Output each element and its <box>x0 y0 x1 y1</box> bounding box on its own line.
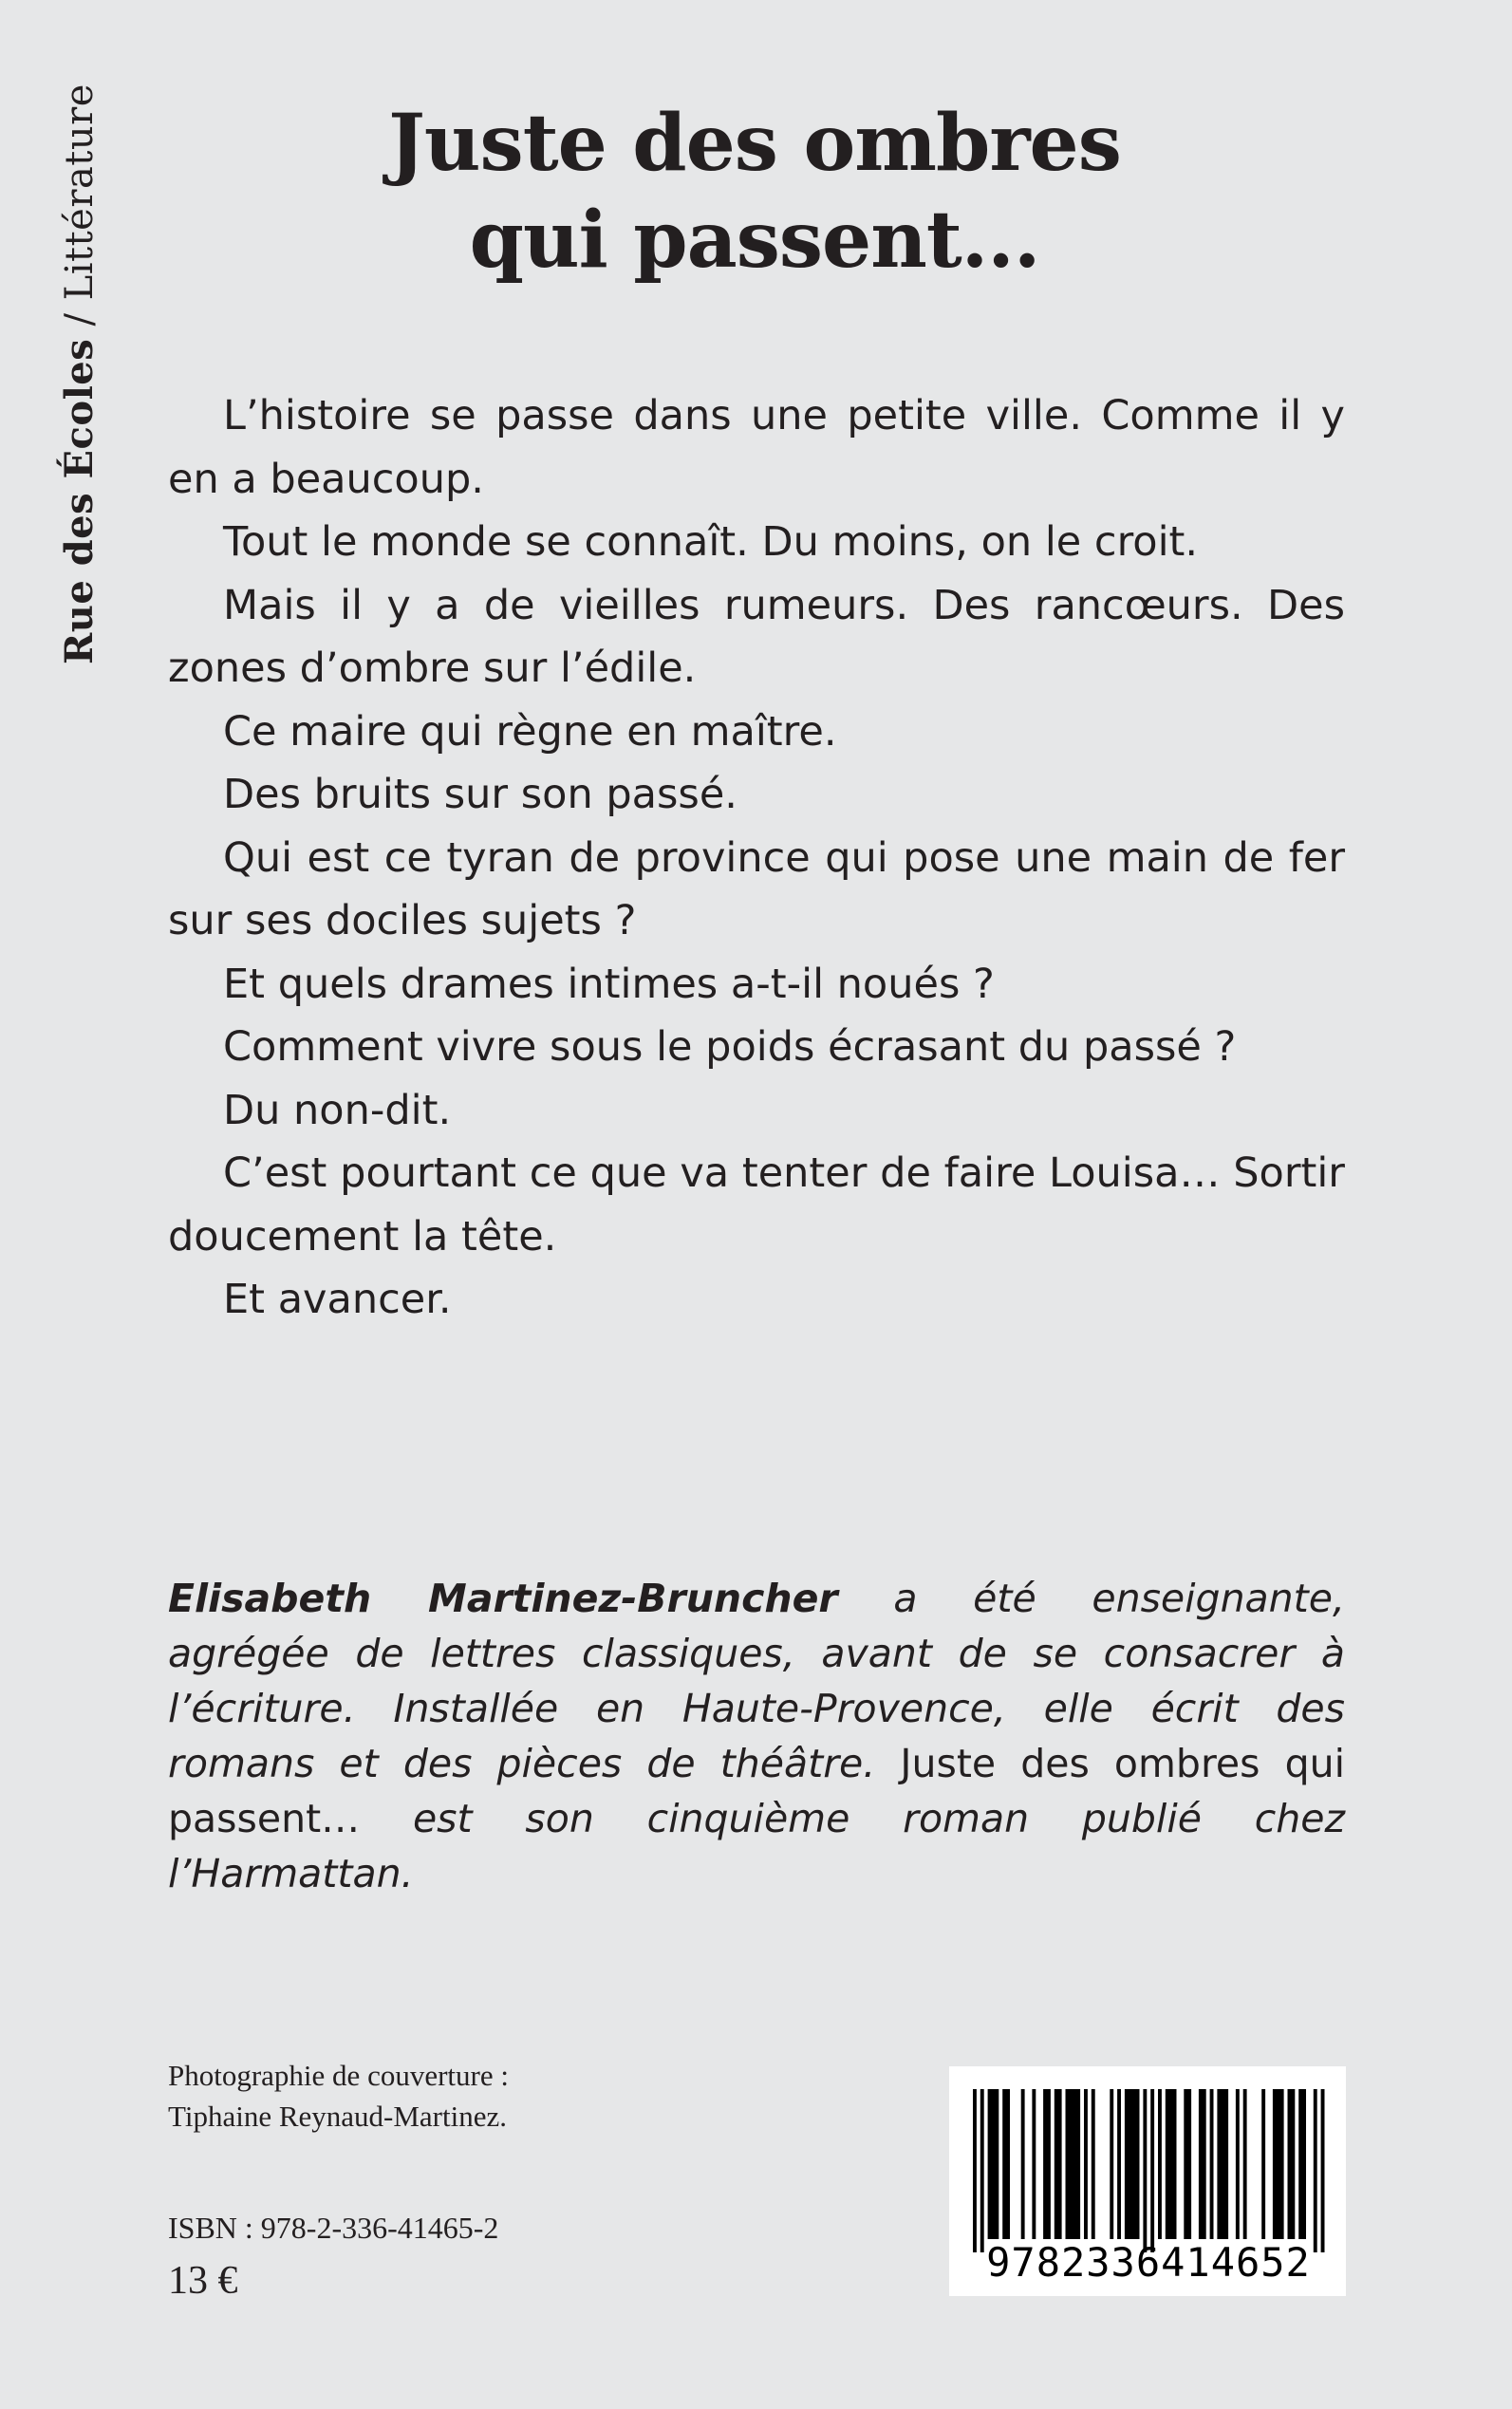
synopsis-paragraph: Comment vivre sous le poids écrasant du passé ? <box>223 1023 1237 1071</box>
barcode-bar <box>1210 2089 1214 2239</box>
barcode-bar <box>1158 2089 1162 2239</box>
synopsis-paragraph: Du non-dit. <box>223 1086 452 1134</box>
barcode-bar <box>1273 2089 1284 2239</box>
barcode-bar <box>1217 2089 1228 2239</box>
barcode-guard-bar <box>980 2089 984 2252</box>
barcode-bar <box>1032 2089 1036 2239</box>
barcode-bar <box>1110 2089 1113 2239</box>
author-name: Elisabeth Martinez-Bruncher <box>168 1576 838 1621</box>
barcode-guard-bar <box>973 2089 977 2252</box>
photo-credit-label: Photographie de couverture : <box>168 2059 509 2092</box>
barcode-guard-bar <box>1321 2089 1325 2252</box>
synopsis-paragraph: Et avancer. <box>223 1276 452 1323</box>
barcode-bar <box>1298 2089 1306 2239</box>
barcode-bar <box>1043 2089 1051 2239</box>
photo-credit-name: Tiphaine Reynaud-Martinez. <box>168 2100 507 2133</box>
barcode-bar <box>1199 2089 1206 2239</box>
barcode-bar <box>1166 2089 1177 2239</box>
synopsis-paragraph: Mais il y a de vieilles rumeurs. Des rancœurs. Des zones d’ombre sur l’édile. <box>168 581 1345 692</box>
title-line-1: Juste des ombres <box>388 98 1121 189</box>
barcode-bar <box>1055 2089 1062 2239</box>
bio-text-2: est son cinquième roman publié chez l’Harmattan. <box>168 1796 1345 1896</box>
barcode-bar <box>1243 2089 1247 2239</box>
bio-book-title: Juste des ombres qui passent… <box>168 1741 1345 1841</box>
barcode-bar <box>1002 2089 1010 2239</box>
barcode-bar <box>1021 2089 1025 2239</box>
synopsis-paragraph: Qui est ce tyran de province qui pose une main de fer sur ses dociles sujets ? <box>168 833 1345 944</box>
spine-separator: / <box>58 300 102 339</box>
title-line-2: qui passent... <box>469 195 1040 286</box>
barcode-bar <box>1092 2089 1095 2239</box>
bio-text-1: a été enseignante, agrégée de lettres classiques, avant de se consacrer à l’écriture. Installée en Haute-Provence, elle écrit des romans et des pièces de théâtre. <box>168 1576 1345 1786</box>
synopsis-paragraph: C’est pourtant ce que va tenter de faire Louisa… Sortir doucement la tête. <box>168 1149 1345 1261</box>
barcode <box>949 2066 1346 2296</box>
barcode-bar <box>1117 2089 1121 2239</box>
spine-text <box>57 84 102 664</box>
barcode-digits: 9782336414652 <box>986 2239 1311 2286</box>
synopsis-paragraph: Et quels drames intimes a-t-il noués ? <box>223 960 995 1008</box>
synopsis-paragraph: Des bruits sur son passé. <box>223 771 737 818</box>
barcode-bar <box>1125 2089 1140 2239</box>
synopsis-paragraph: Ce maire qui règne en maître. <box>223 707 837 756</box>
barcode-bar <box>1184 2089 1191 2239</box>
barcode-bar <box>1288 2089 1296 2239</box>
barcode-guard-bar <box>1143 2089 1147 2252</box>
synopsis-paragraph: L’histoire se passe dans une petite ville. Comme il y en a beaucoup. <box>168 392 1345 503</box>
synopsis <box>168 384 1345 1332</box>
barcode-guard-bar <box>1314 2089 1317 2252</box>
barcode-guard-bar <box>1150 2089 1154 2252</box>
barcode-bar <box>1084 2089 1088 2239</box>
photo-credit <box>168 2055 509 2137</box>
barcode-bar <box>988 2089 999 2239</box>
author-bio <box>168 1571 1345 1901</box>
synopsis-paragraph: Tout le monde se connaît. Du moins, on le croit. <box>223 518 1199 566</box>
price: 13 € <box>168 2259 238 2303</box>
collection-category: Littérature <box>58 84 102 301</box>
isbn: ISBN : 978-2-336-41465-2 <box>168 2211 499 2245</box>
barcode-bar <box>1236 2089 1240 2239</box>
book-title <box>237 95 1272 289</box>
collection-name: Rue des Écoles <box>57 338 102 664</box>
barcode-bar <box>1066 2089 1081 2239</box>
barcode-bar <box>1261 2089 1265 2239</box>
